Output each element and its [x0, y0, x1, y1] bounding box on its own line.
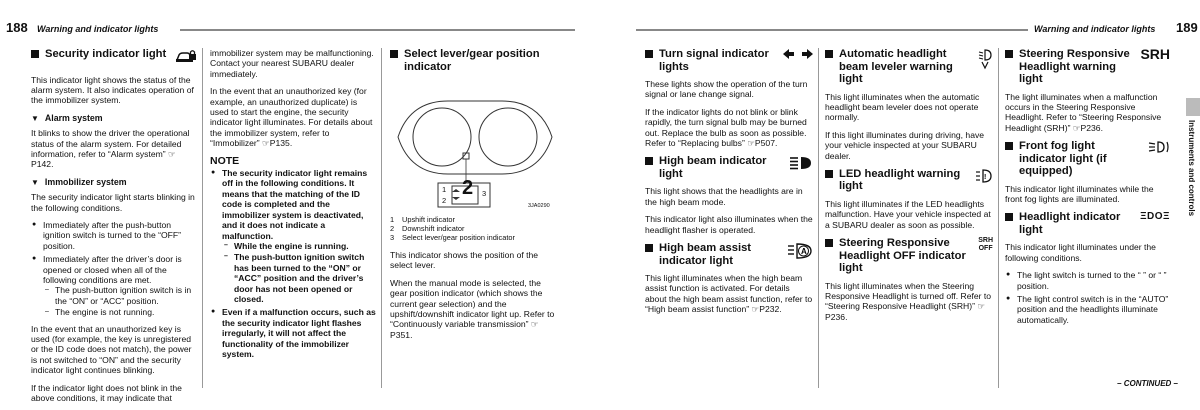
security-car-lock-icon: [175, 48, 197, 69]
turn-signal-heading: Turn signal indicator lights: [645, 48, 813, 73]
beam-leveler-text-2: If this light illuminates during driving, have your vehicle inspected at your SUBARU dealer.: [825, 129, 985, 161]
led-headlight-text: This light illuminates if the LED headlights malfunction. Have your vehicle inspected at a SUBARU dealer as soon as possible.: [825, 198, 991, 230]
immobilizer-conditions-list: [31, 220, 197, 318]
malfunction-text: immobilizer system may be malfunctioning. Contact your nearest SUBARU dealer immediately.: [210, 48, 374, 79]
beam-leveler-icon: [977, 48, 993, 75]
high-beam-assist-heading: High beam assist indicator light A: [645, 242, 813, 267]
srh-off-heading: Steering Responsive Headlight OFF indicator light SRH OFF: [825, 237, 993, 275]
list-item: ● Immediately after the push-button ignition switch is turned to the “OFF” position.: [43, 220, 197, 251]
list-item: ● The security indicator light remains off in the following conditions. It means that the matching of the ID code is completed and the immobilizer system is deactivated, and it does not indicate a malfunction. – While the engine is running. – The push-button ignition switch has been turned to the “ON” or “ACC” position and the driver’s door has not been opened or closed.: [222, 168, 377, 304]
figure-code: 3JA0290: [528, 203, 550, 209]
immobilizer-system-text: The security indicator light starts blinking in the following conditions.: [31, 192, 195, 213]
turn-signal-arrows-icon: [783, 48, 813, 65]
note-list: [210, 168, 377, 359]
gear-position-text: This indicator shows the position of the select lever.: [390, 250, 539, 271]
unauthorized-key-text: In the event that an unauthorized key is used (for example, the key is unregistered or the ID code does not match), the power is not switched to “ON” and the security indicator light continues blinking.: [31, 323, 192, 376]
section-tab: [1186, 98, 1200, 116]
column-divider: [381, 48, 382, 388]
alarm-system-text: It blinks to show the driver the operational status of the alarm system. For detailed information, refer to “Alarm system” ☞P142.: [31, 128, 190, 170]
high-beam-assist-icon: [787, 242, 813, 265]
list-item: ● The light switch is turned to the “ ” or “ ” position.: [1017, 270, 1170, 291]
beam-leveler-heading: Automatic headlight beam leveler warning light: [825, 48, 993, 86]
list-item: – The push-button ignition switch has been turned to the “ON” or “ACC” position and the driver’s door has not been opened or closed.: [234, 252, 377, 304]
turn-signal-text-1: These lights show the operation of the turn signal or lane change signal.: [645, 79, 808, 100]
high-beam-text-2: This indicator light also illuminates when the headlight flasher is operated.: [645, 214, 813, 235]
front-fog-text: This indicator light illuminates while the front fog lights are illuminated.: [1005, 183, 1154, 205]
headlight-conditions-list: [1005, 270, 1170, 325]
immobilizer-system-heading: ▼ Immobilizer system: [31, 176, 127, 187]
list-item: ● The light control switch is in the “AUTO” position and the headlights illuminate automatically.: [1017, 294, 1170, 325]
list-item: ● Immediately after the driver’s door is opened or closed when all of the following conditions are met. – The push-button ignition switch is in the “ON” or “ACC” position. – The engine is not running.: [43, 254, 197, 317]
gear-position-heading: Select lever/gear position indicator: [390, 48, 560, 73]
column-gear-position: [390, 48, 560, 347]
beam-leveler-text-1: This light illuminates when the automatic headlight beam leveler does not operate normally.: [825, 91, 980, 123]
gear-indicator-figure: [390, 79, 560, 209]
list-item: – While the engine is running.: [234, 241, 377, 251]
right-running-title: Warning and indicator lights: [1034, 24, 1156, 34]
srh-warning-text: The light illuminates when a malfunction occurs in the Steering Responsive Headlight. Refer to “Steering Responsive Headlight (SRH)” ☞P236.: [1005, 91, 1162, 133]
security-indicator-heading: Security indicator light: [31, 48, 197, 69]
headlight-indicator-text: This indicator light illuminates under the following conditions.: [1005, 242, 1156, 263]
unauthorized-duplicate-text: In the event that an unauthorized key (for example, an unauthorized duplicate) is used to start the engine, the security indicator light illuminates. For details about the immobilizer system, refer to “Immobilizer” ☞P135.: [210, 86, 373, 149]
column-divider: [998, 48, 999, 388]
srh-off-icon: SRH OFF: [978, 237, 993, 253]
high-beam-text-1: This light shows that the headlights are in the high beam mode.: [645, 186, 803, 207]
high-beam-icon: [789, 155, 813, 176]
svg-text:A: A: [801, 247, 807, 257]
column-srh-fog-headlight: [1005, 48, 1170, 331]
front-fog-heading: Front fog light indicator light (if equipped): [1005, 140, 1170, 178]
figure-caption: 1 Upshift indicator 2 Downshift indicator 3 Select lever/gear position indicator: [390, 215, 515, 242]
svg-text:!: !: [984, 173, 987, 181]
led-headlight-warning-icon: [975, 168, 993, 189]
high-beam-heading: High beam indicator light: [645, 155, 813, 180]
high-beam-assist-text: This light illuminates when the high beam assist function is activated. For details about the high beam assist function, refer to “High beam assist function” ☞P232.: [645, 273, 813, 315]
section-tab-label: Instruments and controls: [1187, 120, 1196, 217]
headlight-indicator-icon: ΞDOΞ: [1140, 211, 1170, 223]
note-title: NOTE: [210, 154, 240, 167]
left-header-rule: [180, 29, 575, 31]
callout-3: 3: [482, 189, 487, 198]
callout-2: 2: [442, 196, 447, 205]
callout-1: 1: [442, 185, 447, 194]
srh-off-text: This light illuminates when the Steering Responsive Headlight is turned off. Refer to “Steering Responsive Headlight (SRH)” ☞P236.: [825, 280, 992, 322]
list-item: ● Even if a malfunction occurs, such as the security indicator light flashes irregularly, it will not affect the functionality of the immobilizer system.: [222, 307, 377, 359]
column-security-indicator: [31, 48, 197, 410]
led-headlight-heading: LED headlight warning light !: [825, 168, 993, 193]
srh-warning-heading: Steering Responsive Headlight warning light SRH: [1005, 48, 1170, 86]
list-item: – The push-button ignition switch is in the “ON” or “ACC” position.: [55, 285, 197, 306]
right-page-number: 189: [1176, 20, 1198, 35]
turn-signal-text-2: If the indicator lights do not blink or blink rapidly, the turn signal bulb may be burned out. Replace the bulb as soon as possible. Refer to “Replacing bulbs” ☞P507.: [645, 106, 807, 149]
column-leveler-led-srhoff: [825, 48, 993, 329]
headlight-indicator-heading: Headlight indicator light ΞDOΞ: [1005, 211, 1170, 236]
alarm-system-heading: ▼ Alarm system: [31, 112, 103, 123]
column-divider: [818, 48, 819, 388]
srh-warning-icon: SRH: [1140, 46, 1170, 62]
column-divider: [202, 48, 203, 388]
column-turn-highbeam: [645, 48, 813, 322]
security-intro-text: This indicator light shows the status of the alarm system. It also indicates operation of the immobilizer system.: [31, 74, 194, 106]
left-running-title: Warning and indicator lights: [37, 24, 159, 34]
manual-mode-text: When the manual mode is selected, the gear position indicator (which shows the current gear selection) and the upshift/downshift indicator light up. Refer to “Continuously variable transmission” ☞P351.: [390, 277, 555, 340]
continued-label: – CONTINUED –: [1117, 379, 1178, 388]
right-header-rule: [636, 29, 1028, 31]
list-item: – The engine is not running.: [55, 307, 197, 317]
gear-digit: 2: [462, 177, 474, 199]
no-blink-text: If the indicator light does not blink in the above conditions, it may indicate that: [31, 382, 182, 404]
left-page-number: 188: [6, 20, 28, 35]
column-immobilizer-continued: [210, 48, 377, 365]
front-fog-light-icon: [1148, 140, 1170, 159]
